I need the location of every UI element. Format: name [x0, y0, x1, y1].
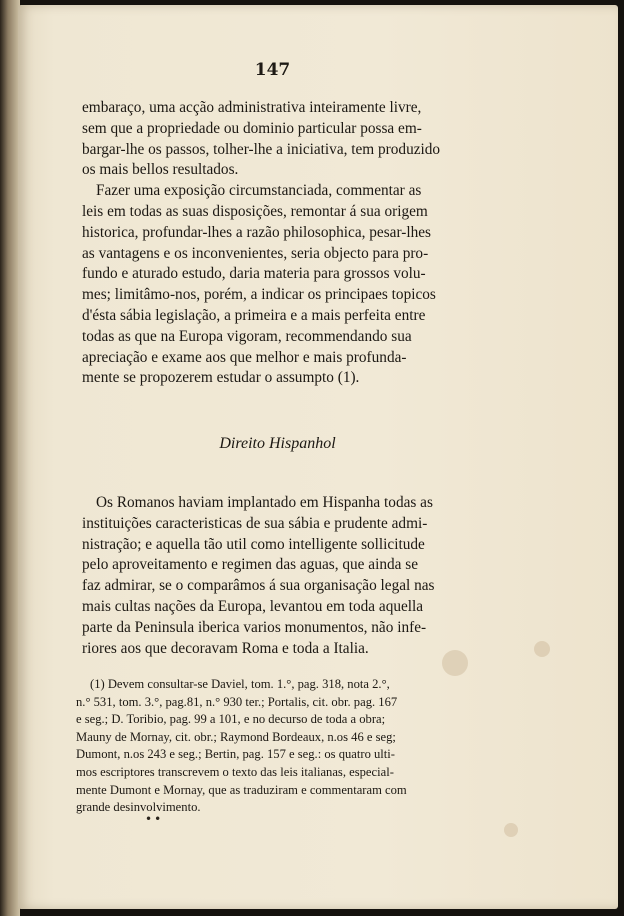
text-line: os mais bellos resultados.: [82, 161, 239, 179]
footnote: [76, 676, 488, 817]
book-spine-edge: [0, 0, 20, 916]
footnote-line: n.° 531, tom. 3.°, pag.81, n.° 930 ter.; Portalis, cit. obr. pag. 167: [76, 694, 398, 709]
text-line: embaraço, uma acção administrativa inteiramente livre,: [82, 99, 422, 116]
text-line: fundo e aturado estudo, daria materia para grossos volu-: [82, 265, 426, 283]
text-line: instituições caracteristicas de sua sábia e prudente admi-: [82, 514, 428, 532]
text-line: bargar-lhe os passos, tolher-lhe a iniciativa, tem produzido: [82, 140, 441, 158]
foxing-spot: [504, 823, 518, 837]
text-line: Os Romanos haviam implantado em Hispanha todas as: [96, 494, 433, 511]
section-heading: Direito Hispanhol: [219, 435, 336, 452]
text-line: nistração; e aquella tão util como intelligente sollicitude: [82, 535, 425, 553]
text-line: mes; limitâmo-nos, porém, a indicar os principaes topicos: [82, 286, 436, 304]
footnote-line: e seg.; D. Toribio, pag. 99 a 101, e no decurso de toda a obra;: [76, 712, 386, 727]
text-line: riores aos que decoravam Roma e toda a Italia.: [82, 639, 369, 657]
text-line: faz admirar, se o comparâmos á sua organisação legal nas: [82, 577, 435, 595]
text-line: todas as que na Europa vigoram, recommendando sua: [82, 327, 412, 345]
footnote-line: grande desinvolvimento.: [76, 800, 201, 815]
footnote-line: (1) Devem consultar-se Daviel, tom. 1.°, pag. 318, nota 2.°,: [90, 677, 390, 691]
paragraph-3: [82, 493, 482, 659]
text-line: mais cultas nações da Europa, levantou em toda aquella: [82, 597, 424, 615]
text-line: d'ésta sábia legislação, a primeira e a mais perfeita entre: [82, 306, 426, 324]
footnote-line: mos escriptores transcrevem o texto das leis italianas, especial-: [76, 764, 394, 779]
text-line: mente se propozerem estudar o assumpto (1).: [82, 369, 360, 387]
signature-mark: ••: [145, 812, 164, 826]
text-line: parte da Peninsula iberica varios monumentos, não infe-: [82, 618, 427, 636]
text-line: sem que a propriedade ou dominio particular possa em-: [82, 119, 422, 137]
footnote-line: Dumont, n.os 243 e seg.; Bertin, pag. 157 e seg.: os quatro ulti-: [76, 747, 396, 762]
page-number: 147: [254, 60, 291, 80]
text-line: as vantagens e os inconvenientes, seria objecto para pro-: [82, 244, 429, 262]
text-line: leis em todas as suas disposições, remontar á sua origem: [82, 202, 428, 220]
footnote-line: mente Dumont e Mornay, que as traduziram e commentaram com: [76, 782, 407, 797]
text-line: apreciação e exame aos que melhor e mais profunda-: [82, 348, 407, 366]
foxing-spot: [534, 641, 550, 657]
footnote-line: Mauny de Mornay, cit. obr.; Raymond Bordeaux, n.os 46 e seg;: [76, 729, 396, 744]
text-line: Fazer uma exposição circumstanciada, commentar as: [96, 182, 422, 200]
text-line: historica, profundar-lhes a razão philosophica, pesar-lhes: [82, 223, 431, 241]
paragraph-1: [82, 98, 482, 389]
text-line: pelo aproveitamento e regimen das aguas, que ainda se: [82, 556, 418, 574]
